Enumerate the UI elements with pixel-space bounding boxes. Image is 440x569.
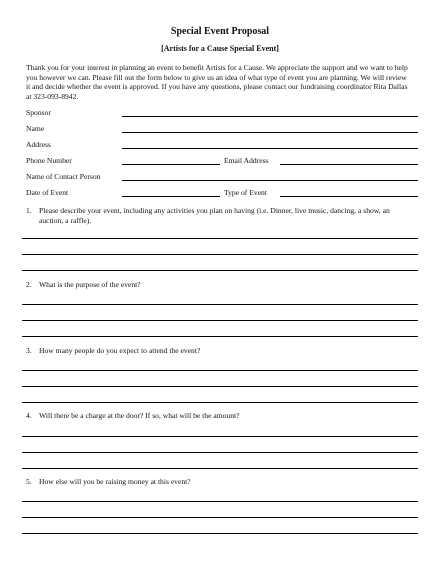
question-text: What is the purpose of the event? xyxy=(39,280,141,289)
date-type-row xyxy=(26,187,418,197)
answer-line[interactable] xyxy=(22,370,418,371)
address-row xyxy=(26,139,418,149)
question-3 xyxy=(26,346,400,356)
question-text: Will there be a charge at the door? If so, what will be the amount? xyxy=(39,411,240,420)
document-title: Special Event Proposal xyxy=(170,26,270,37)
question-text: Please describe your event, including any activities you plan on having (i.e. Dinner, live music, dancing, a show, an auction, a raffle). xyxy=(39,206,390,225)
answer-line[interactable] xyxy=(22,533,418,534)
question-2 xyxy=(26,280,400,290)
answer-line[interactable] xyxy=(22,452,418,453)
name-label: Name xyxy=(26,123,45,133)
question-number: 2. xyxy=(26,280,32,289)
address-field[interactable] xyxy=(122,148,418,149)
answer-line[interactable] xyxy=(22,436,418,437)
phone-field[interactable] xyxy=(122,164,220,165)
answer-line[interactable] xyxy=(22,304,418,305)
email-field[interactable] xyxy=(280,164,418,165)
question-5 xyxy=(26,477,400,487)
answer-line[interactable] xyxy=(22,238,418,239)
answer-line[interactable] xyxy=(22,501,418,502)
intro-paragraph: Thank you for your interest in planning an event to benefit Artists for a Cause. We appreciate the support and we want to help you however we can. Please fill out the form below to give us an idea of what type of event you are planning. We will review it and decide whether the event is approved. If you have any questions, please contact our fundraising coordinator Rita Dallas at 323-093-8942. xyxy=(26,63,408,102)
answer-line[interactable] xyxy=(22,468,418,469)
answer-line[interactable] xyxy=(22,402,418,403)
sponsor-field[interactable] xyxy=(122,116,418,117)
question-text: How many people do you expect to attend the event? xyxy=(39,346,201,355)
address-label: Address xyxy=(26,139,51,149)
question-text: How else will you be raising money at this event? xyxy=(39,477,191,486)
question-number: 3. xyxy=(26,346,32,355)
contact-row xyxy=(26,171,418,181)
answer-line[interactable] xyxy=(22,320,418,321)
email-label: Email Address xyxy=(224,155,269,165)
date-field[interactable] xyxy=(122,196,220,197)
contact-field[interactable] xyxy=(122,180,418,181)
sponsor-row xyxy=(26,107,418,117)
question-number: 5. xyxy=(26,477,32,486)
name-field[interactable] xyxy=(122,132,418,133)
sponsor-label: Sponsor xyxy=(26,107,51,117)
document-subtitle: [Artists for a Cause Special Event] xyxy=(161,44,279,53)
answer-line[interactable] xyxy=(22,336,418,337)
question-1 xyxy=(26,206,400,225)
question-4 xyxy=(26,411,400,421)
type-field[interactable] xyxy=(280,196,418,197)
phone-label: Phone Number xyxy=(26,155,72,165)
answer-line[interactable] xyxy=(22,254,418,255)
answer-line[interactable] xyxy=(22,270,418,271)
type-label: Type of Event xyxy=(224,187,267,197)
answer-line[interactable] xyxy=(22,386,418,387)
question-number: 4. xyxy=(26,411,32,420)
answer-line[interactable] xyxy=(22,517,418,518)
question-number: 1. xyxy=(26,206,32,215)
phone-email-row xyxy=(26,155,418,165)
name-row xyxy=(26,123,418,133)
contact-label: Name of Contact Person xyxy=(26,171,101,181)
date-label: Date of Event xyxy=(26,187,69,197)
